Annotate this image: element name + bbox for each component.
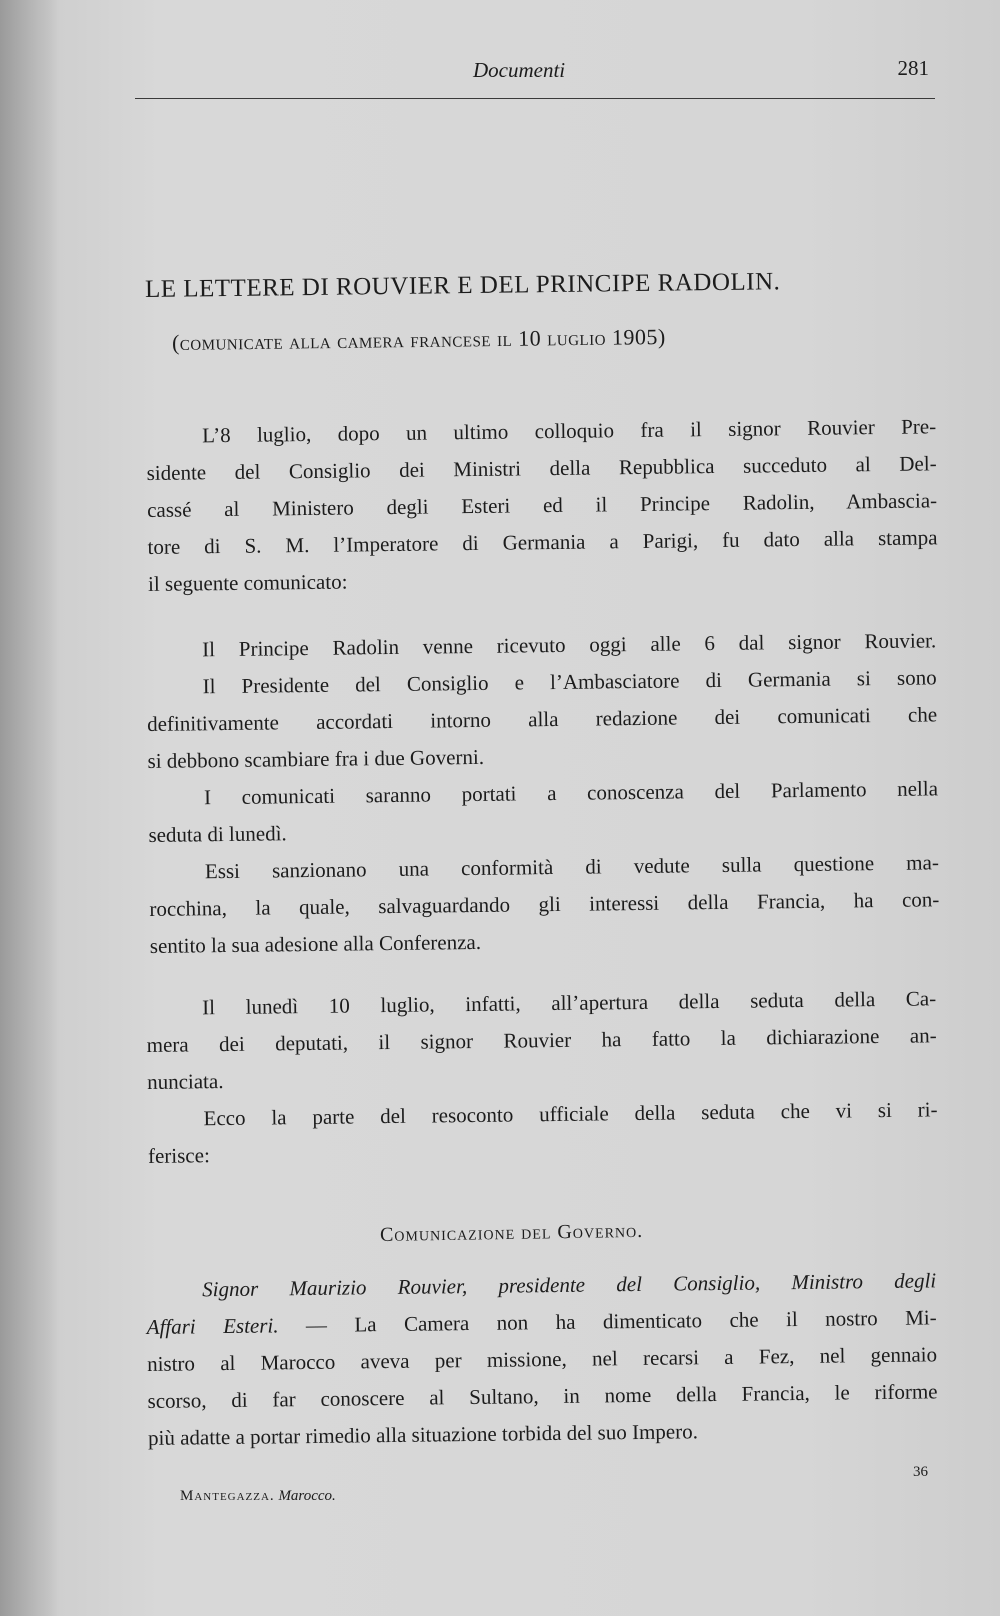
- running-title: Documenti: [473, 58, 566, 82]
- text-line: scorso, di far conoscere al Sultano, in nome della Francia, le riforme: [147, 1379, 938, 1413]
- text-line: cassé al Ministero degli Esteri ed il Principe Radolin, Ambascia-: [146, 488, 938, 522]
- text-line: ferisce:: [147, 1143, 210, 1168]
- text-line: nistro al Marocco aveva per missione, nel recarsi a Fez, nel gennaio: [146, 1342, 938, 1376]
- speaker-line: Signor Maurizio Rouvier, presidente del Consiglio, Ministro degli: [202, 1268, 937, 1302]
- text-line: Essi sanzionano una conformità di vedute sulla questione ma-: [204, 850, 940, 884]
- page-number: 281: [897, 56, 929, 80]
- quoted-communique: [146, 622, 940, 965]
- header-rule: [135, 98, 935, 99]
- text-line: tore di S. M. l’Imperatore di Germania a Parigi, fu dato alla stampa: [147, 525, 938, 559]
- text-line: sentito la sua adesione alla Conferenza.: [149, 929, 482, 958]
- text-line: Il lunedì 10 luglio, infatti, all’apertura della seduta della Ca-: [202, 986, 937, 1020]
- text-line: seduta di lunedì.: [148, 821, 287, 847]
- signature-number: 36: [913, 1464, 928, 1480]
- text-line: Ecco la parte del resoconto ufficiale della seduta che vi si ri-: [203, 1097, 938, 1131]
- signature-line: [180, 1488, 336, 1505]
- chapter-title: LE LETTERE DI ROUVIER E DEL PRINCIPE RADOLIN.: [144, 268, 781, 303]
- footer-book: Marocco.: [278, 1488, 336, 1504]
- speaker-role: Affari Esteri.: [146, 1313, 279, 1339]
- text-line: il seguente comunicato:: [147, 569, 348, 596]
- chapter-subtitle: (comunicate alla camera francese il 10 luglio 1905): [171, 323, 666, 355]
- text-line: Il Principe Radolin venne ricevuto oggi alle 6 dal signor Rouvier.: [202, 628, 937, 662]
- text-line: mera dei deputati, il signor Rouvier ha fatto la dichiarazione an-: [146, 1023, 937, 1057]
- text-line: rocchina, la quale, salvaguardando gli interessi della Francia, ha con-: [149, 887, 940, 921]
- text-line: L’8 luglio, dopo un ultimo colloquio fra il signor Rouvier Pre-: [202, 414, 937, 448]
- text-line: I comunicati saranno portati a conoscenza del Parlamento nella: [203, 776, 939, 810]
- paragraph-intro: [146, 408, 938, 603]
- text-line: più adatte a portar rimedio alla situazione torbida del suo Impero.: [147, 1419, 699, 1450]
- page-gutter-shadow: [0, 0, 58, 1616]
- text-line: si debbono scambiare fra i due Governi.: [147, 744, 485, 773]
- footer-author: Mantegazza.: [180, 1488, 275, 1504]
- text-line: Il Presidente del Consiglio e l’Ambasciatore di Germania si sono: [202, 665, 937, 699]
- text-line: sidente del Consiglio dei Ministri della Repubblica succeduto al Del-: [146, 451, 937, 485]
- speech-paragraph: [146, 1262, 938, 1457]
- text-line: definitivamente accordati intorno alla redazione dei comunicati che: [146, 702, 938, 736]
- running-header: [135, 56, 935, 96]
- paragraph-session: [146, 980, 938, 1175]
- text-line: nunciata.: [146, 1069, 224, 1094]
- speech-text: — La Camera non ha dimenticato che il nostro Mi-: [278, 1305, 937, 1338]
- section-heading: Comunicazione del Governo.: [379, 1219, 644, 1246]
